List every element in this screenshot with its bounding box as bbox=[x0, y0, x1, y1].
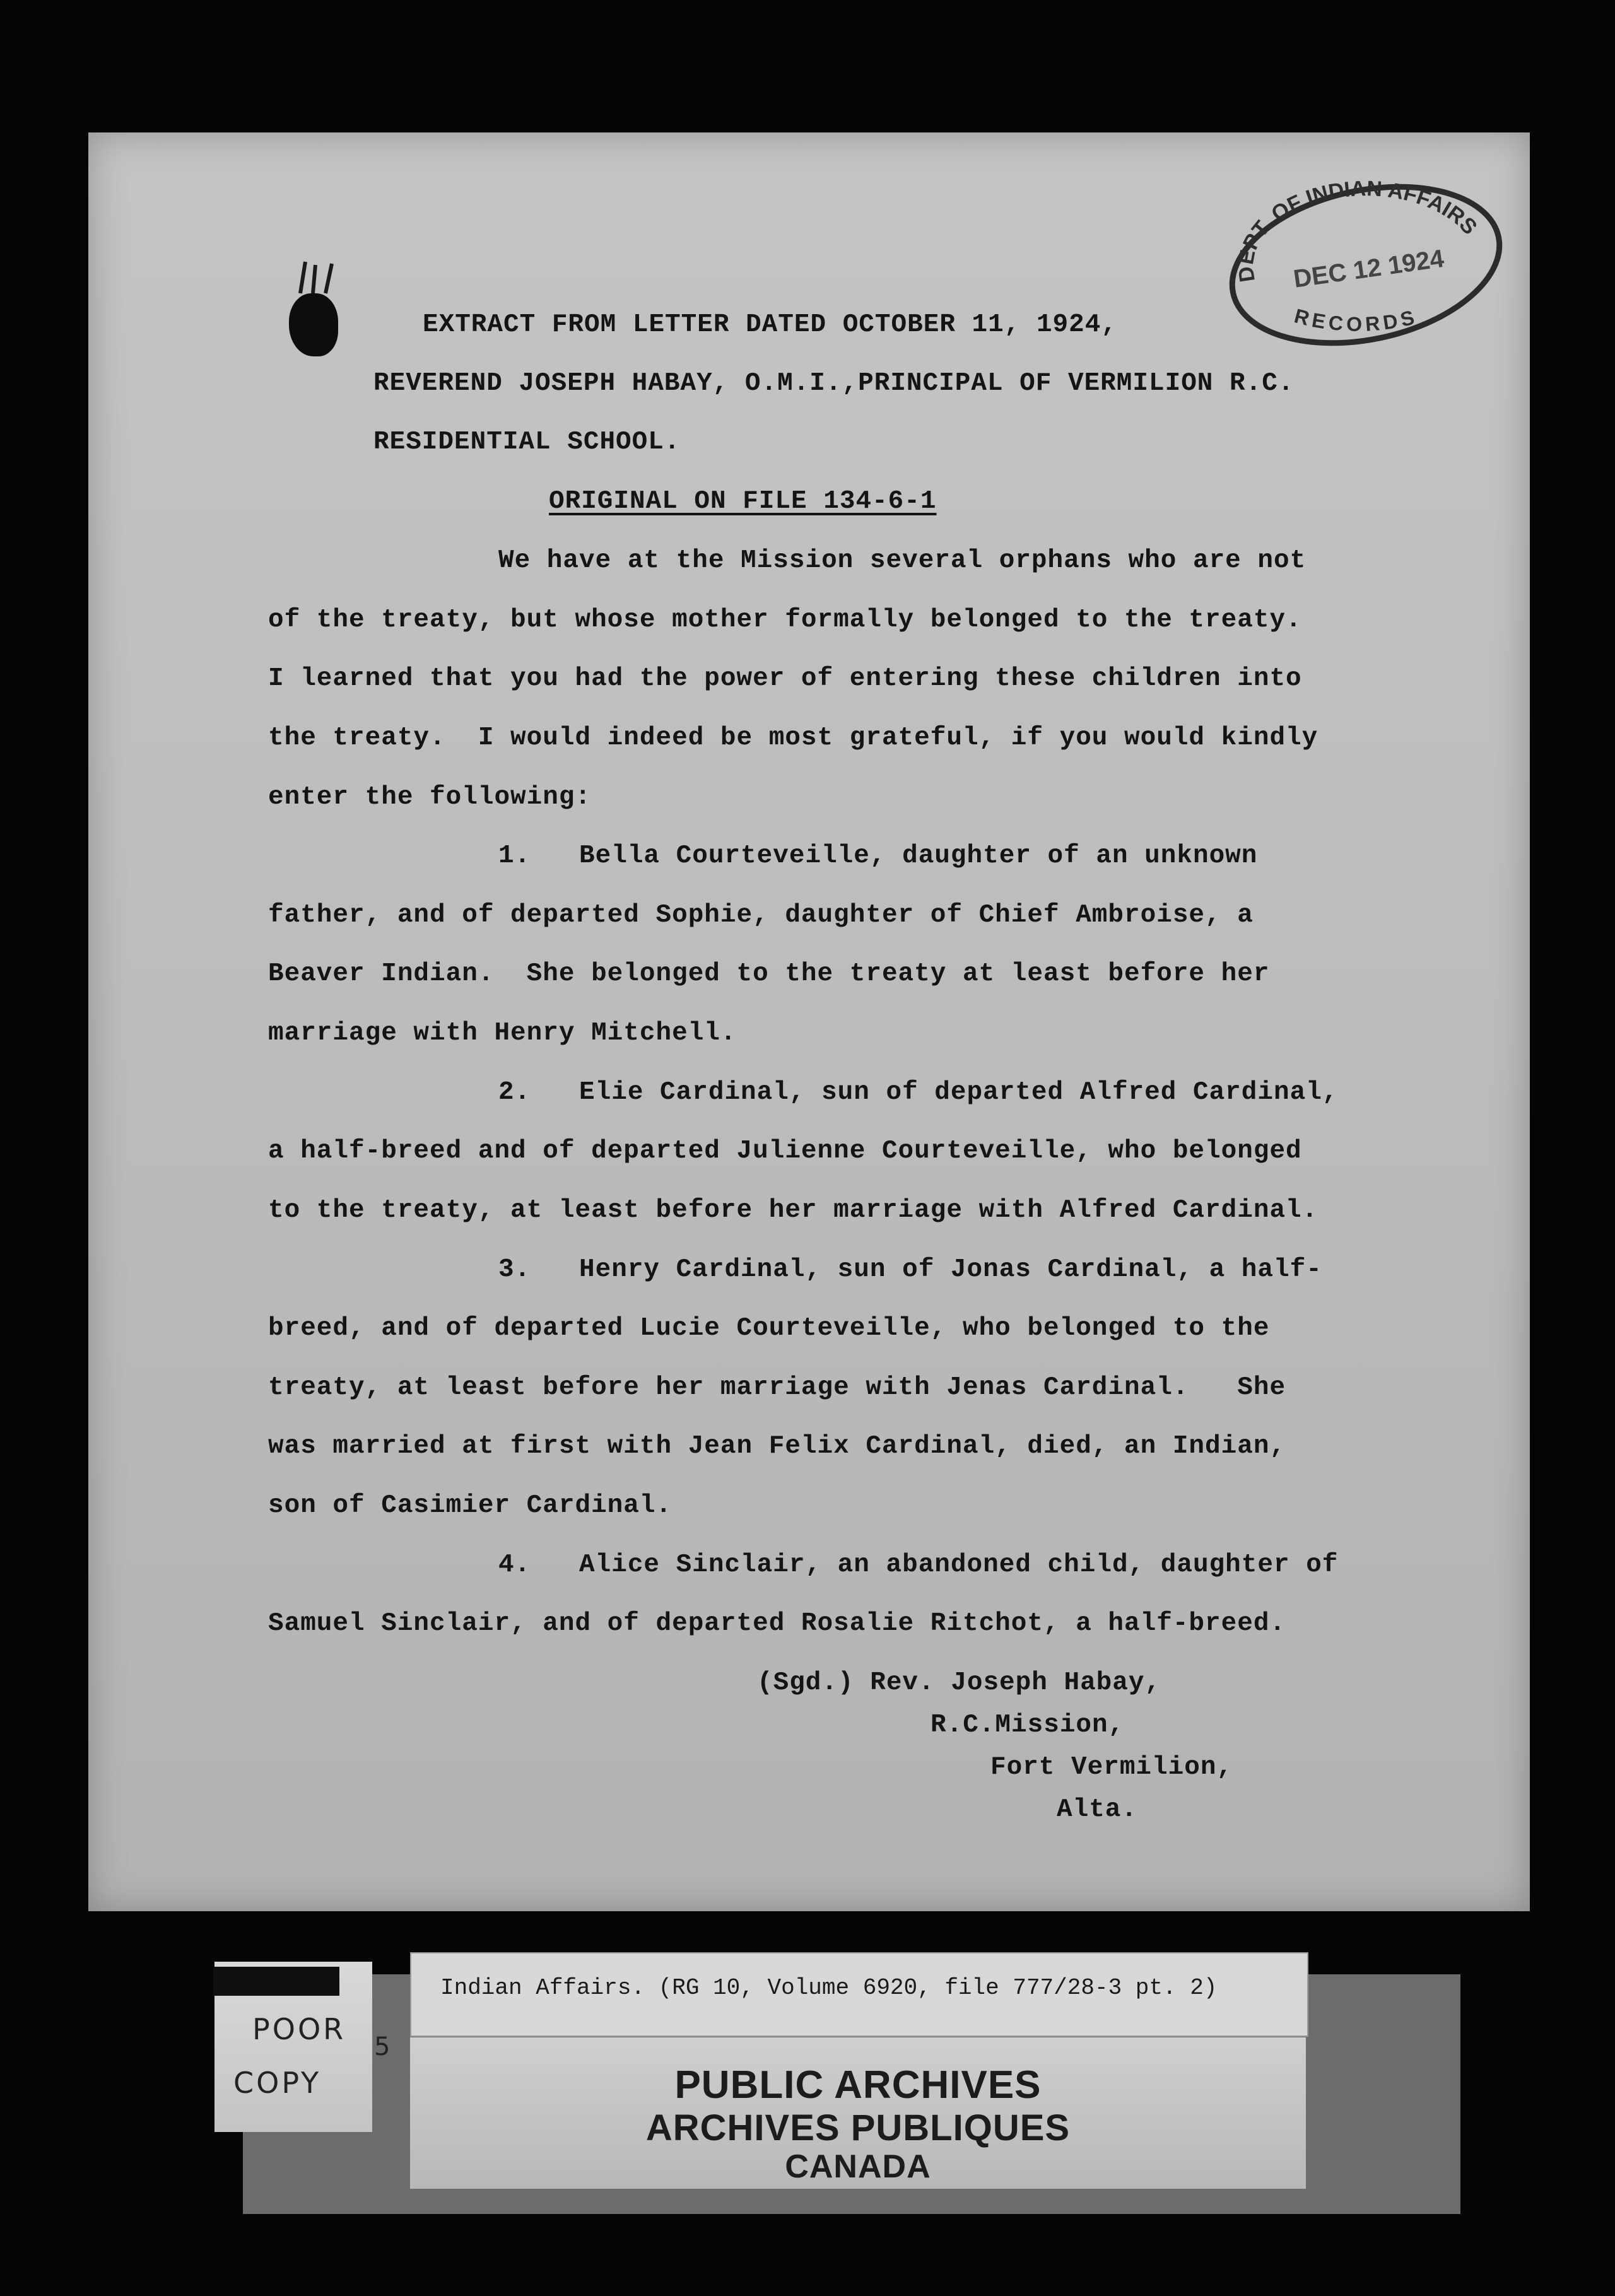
body-line: Samuel Sinclair, and of departed Rosalie Ritchot, a half-breed. bbox=[268, 1609, 1286, 1638]
document-sheet bbox=[88, 132, 1530, 1911]
archives-line-1: PUBLIC ARCHIVES bbox=[674, 2063, 1042, 2107]
body-line: 3. Henry Cardinal, sun of Jonas Cardinal, a half- bbox=[498, 1255, 1322, 1284]
heading-line-1: EXTRACT FROM LETTER DATED OCTOBER 11, 1924, bbox=[423, 310, 1117, 339]
redaction-bar bbox=[213, 1967, 339, 1996]
body-line: a half-breed and of departed Julienne Courteveille, who belonged bbox=[268, 1137, 1302, 1166]
handwritten-mark: 5 bbox=[374, 2032, 393, 2061]
stamp-top-text: DEPT. OF INDIAN AFFAIRS bbox=[1233, 177, 1482, 284]
signature-name: (Sgd.) Rev. Joseph Habay, bbox=[757, 1668, 1161, 1697]
body-line: 4. Alice Sinclair, an abandoned child, daughter of bbox=[498, 1550, 1339, 1579]
archives-label bbox=[410, 2037, 1306, 2189]
body-line: 1. Bella Courteveille, daughter of an unknown bbox=[498, 841, 1258, 870]
body-line: I learned that you had the power of entering these children into bbox=[268, 664, 1302, 693]
body-line: was married at first with Jean Felix Cardinal, died, an Indian, bbox=[268, 1432, 1286, 1461]
letter-text bbox=[88, 132, 1530, 1911]
body-line: breed, and of departed Lucie Courteveille, who belonged to the bbox=[268, 1314, 1270, 1343]
body-line: We have at the Mission several orphans who are not bbox=[498, 546, 1307, 575]
heading-line-3: RESIDENTIAL SCHOOL. bbox=[373, 428, 681, 457]
body-line: Beaver Indian. She belonged to the treaty at least before her bbox=[268, 959, 1270, 988]
signature-mission: R.C.Mission, bbox=[931, 1711, 1125, 1740]
body-line: to the treaty, at least before her marriage with Alfred Cardinal. bbox=[268, 1196, 1318, 1225]
signature-province: Alta. bbox=[1057, 1795, 1138, 1824]
body-line: 2. Elie Cardinal, sun of departed Alfred Cardinal, bbox=[498, 1078, 1339, 1107]
body-line: the treaty. I would indeed be most grateful, if you would kindly bbox=[268, 723, 1318, 753]
poor-handwritten: POOR bbox=[252, 2012, 346, 2046]
archives-line-2: ARCHIVES PUBLIQUES bbox=[645, 2107, 1071, 2148]
citation-text: Indian Affairs. (RG 10, Volume 6920, file 777/28-3 pt. 2) bbox=[440, 1975, 1218, 2001]
file-reference: ORIGINAL ON FILE 134-6-1 bbox=[549, 487, 937, 516]
signature-place: Fort Vermilion, bbox=[990, 1753, 1233, 1782]
copy-handwritten: COPY bbox=[233, 2066, 322, 2100]
body-line: son of Casimier Cardinal. bbox=[268, 1491, 672, 1520]
stamp-bottom-text: RECORDS bbox=[1292, 304, 1421, 336]
archives-line-3: CANADA bbox=[785, 2148, 931, 2185]
stamp-date: DEC 12 1924 bbox=[1291, 244, 1446, 293]
citation-label bbox=[410, 1952, 1308, 2037]
body-line: of the treaty, but whose mother formally belonged to the treaty. bbox=[268, 606, 1302, 635]
body-line: marriage with Henry Mitchell. bbox=[268, 1019, 737, 1048]
body-line: father, and of departed Sophie, daughter of Chief Ambroise, a bbox=[268, 901, 1254, 930]
heading-line-2: REVEREND JOSEPH HABAY, O.M.I.,PRINCIPAL OF VERMILION R.C. bbox=[373, 369, 1295, 398]
body-line: enter the following: bbox=[268, 783, 592, 812]
body-line: treaty, at least before her marriage with Jenas Cardinal. She bbox=[268, 1373, 1286, 1402]
